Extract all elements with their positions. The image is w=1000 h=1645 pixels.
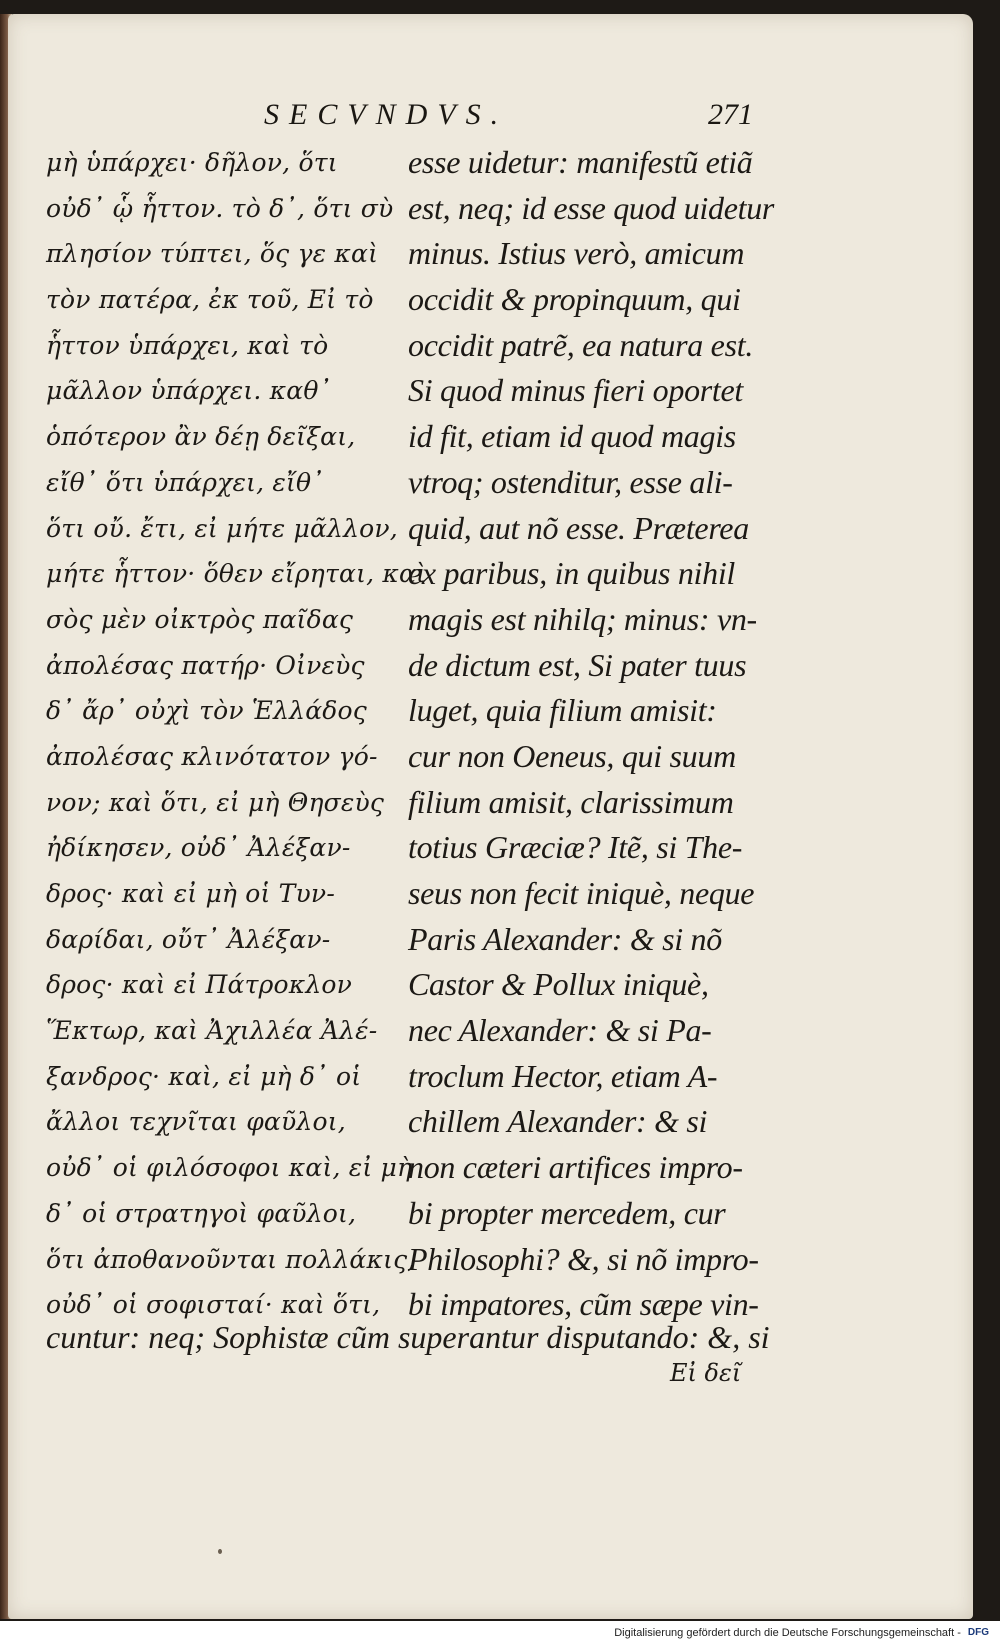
greek-text-line: μήτε ἧττον· ὅθεν εἴρηται, καὶ — [46, 559, 427, 589]
greek-text-line: οὐδ᾽ ᾧ ἧττον. τὸ δ᾽, ὅτι σὺ — [46, 193, 394, 223]
running-title: SECVNDVS. — [264, 98, 509, 131]
greek-text-line: εἴθ᾽ ὅτι ὑπάρχει, εἴθ᾽ — [46, 467, 324, 497]
greek-text-line: οὐδ᾽ οἱ σοφισταί· καὶ ὅτι, — [46, 1290, 381, 1320]
catchword: Εἰ δεῖ — [670, 1359, 742, 1387]
latin-text-line: non cæteri artifices impro- — [408, 1149, 743, 1186]
latin-text-column — [408, 140, 808, 1328]
latin-text-line: luget, quia filium amisit: — [408, 692, 717, 729]
footer-credit — [614, 1625, 992, 1641]
greek-text-line: ὅτι οὔ. ἔτι, εἰ μήτε μᾶλλον, — [46, 513, 398, 543]
greek-text-line: ὅτι ἀποθανοῦνται πολλάκις, — [46, 1244, 416, 1274]
latin-text-line: Castor & Pollux iniquè, — [408, 966, 709, 1003]
latin-text-line: est, neq; id esse quod uidetur — [408, 189, 775, 226]
page-header — [8, 98, 973, 138]
footer-credit-text: Digitalisierung gefördert durch die Deutsche Forschungsgemeinschaft - — [614, 1627, 961, 1639]
latin-text-line: bi impatores, cũm sæpe vin- — [408, 1286, 759, 1323]
greek-text-line: ἄλλοι τεχνῖται φαῦλοι, — [46, 1107, 346, 1137]
greek-text-line: Ἕκτωρ, καὶ Ἀχιλλέα Ἀλέ- — [46, 1016, 378, 1046]
latin-text-line: de dictum est, Si pater tuus — [408, 646, 747, 683]
latin-text-line: Paris Alexander: & si nõ — [408, 920, 722, 957]
greek-text-line: δ᾽ οἱ στρατηγοὶ φαῦλοι, — [46, 1198, 357, 1228]
latin-text-line: occidit patrẽ, ea natura est. — [408, 326, 754, 363]
latin-text-line: cur non Oeneus, qui suum — [408, 737, 736, 774]
latin-text-line: nec Alexander: & si Pa- — [408, 1012, 712, 1049]
greek-text-line: σὸς μὲν οἰκτρὸς παῖδας — [46, 604, 354, 634]
greek-text-line: ἧττον ὑπάρχει, καὶ τὸ — [46, 330, 329, 360]
latin-text-line: filium amisit, clarissimum — [408, 783, 734, 820]
greek-text-line: ἀπολέσας πατήρ· Οἰνεὺς — [46, 650, 365, 680]
latin-text-line: vtroq; ostenditur, esse ali- — [408, 463, 733, 500]
greek-text-line: τὸν πατέρα, ἐκ τοῦ, Εἰ τὸ — [46, 285, 374, 315]
latin-text-line: troclum Hector, etiam A- — [408, 1057, 718, 1094]
latin-text-line: Si quod minus fieri oportet — [408, 372, 744, 409]
greek-text-line: δρος· καὶ εἰ Πάτροκλον — [46, 970, 353, 1000]
latin-text-line: bi propter mercedem, cur — [408, 1194, 726, 1231]
greek-text-line: ἀπολέσας κλινότατον γό- — [46, 741, 378, 771]
latin-text-line: occidit & propinquum, qui — [408, 281, 741, 318]
greek-text-line: μᾶλλον ὑπάρχει. καθ᾽ — [46, 376, 332, 406]
latin-text-line: id fit, etiam id quod magis — [408, 418, 736, 455]
latin-text-line: ex paribus, in quibus nihil — [408, 555, 736, 592]
greek-text-line: ὁπότερον ἂν δέῃ δεῖξαι, — [46, 422, 356, 452]
greek-text-line: δ᾽ ἄρ᾽ οὐχὶ τὸν Ἑλλάδος — [46, 696, 368, 726]
latin-text-line: seus non fecit iniquè, neque — [408, 875, 755, 911]
greek-text-line: μὴ ὑπάρχει· δῆλον, ὅτι — [46, 148, 338, 177]
latin-text-line: magis est nihilq; minus: vn- — [408, 600, 757, 637]
greek-text-column — [46, 140, 427, 1328]
latin-text-line: chillem Alexander: & si — [408, 1103, 708, 1140]
dfg-logo-icon: DFG — [965, 1626, 992, 1640]
paper-speck — [218, 1549, 222, 1554]
greek-text-line: πλησίον τύπτει, ὅς γε καὶ — [46, 239, 379, 269]
greek-text-line: δαρίδαι, οὔτ᾽ Ἀλέξαν- — [46, 924, 331, 954]
latin-text-line: totius Græciæ? Itẽ, si The- — [408, 829, 743, 866]
footer-bar — [0, 1621, 1000, 1645]
greek-text-line: οὐδ᾽ οἱ φιλόσοφοι καὶ, εἰ μὴ — [46, 1153, 413, 1183]
latin-text-line: minus. Istius verò, amicum — [408, 235, 745, 272]
greek-text-line: δρος· καὶ εἰ μὴ οἱ Τυν- — [46, 879, 335, 908]
latin-text-line: quid, aut nõ esse. Præterea — [408, 509, 749, 546]
latin-continuation-line: cuntur: neq; Sophistæ cũm superantur disputando: &, si — [46, 1319, 770, 1355]
book-page — [8, 14, 973, 1619]
greek-text-line: ἠδίκησεν, οὐδ᾽ Ἀλέξαν- — [46, 833, 351, 863]
greek-text-line: νον; καὶ ὅτι, εἰ μὴ Θησεὺς — [46, 787, 385, 817]
greek-text-line: ξανδρος· καὶ, εἰ μὴ δ᾽ οἱ — [46, 1061, 362, 1091]
page-number: 271 — [708, 98, 753, 131]
latin-text-line: esse uidetur: manifestũ etiã — [408, 144, 753, 180]
latin-text-line: Philosophi? &, si nõ impro- — [408, 1240, 759, 1277]
